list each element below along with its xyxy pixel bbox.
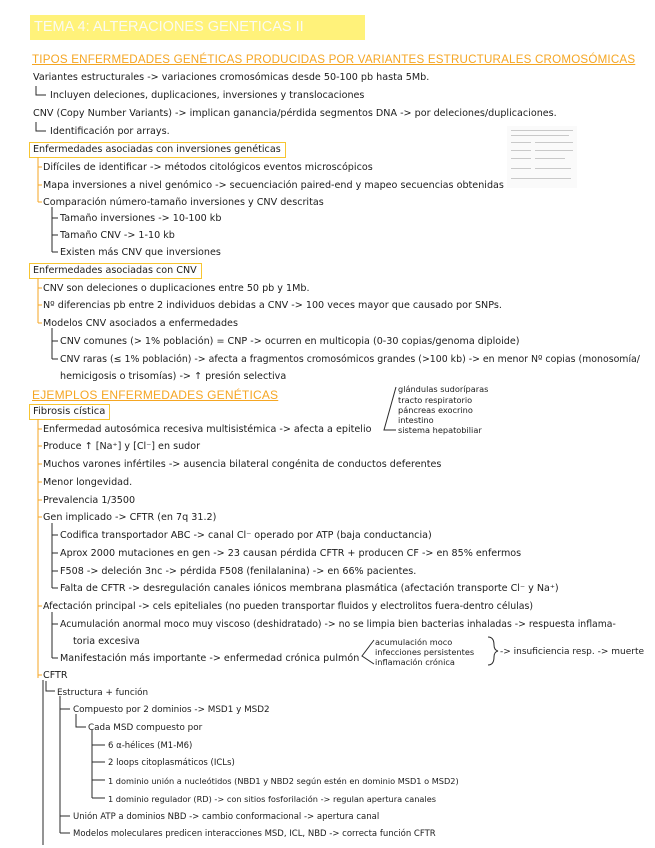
organ-list-item: glándulas sudoríparas (398, 384, 489, 394)
text-line: Enfermedad autosómica recesiva multisistémica -> afecta a epitelio (43, 424, 372, 435)
text-line: 1 dominio unión a nucleótidos (NBD1 y NBD2 según estén en dominio MSD1 o MSD2) (108, 776, 459, 786)
text-line: Aprox 2000 mutaciones en gen -> 23 causan pérdida CFTR + producen CF -> en 85% enfermos (60, 548, 522, 559)
lung-consequence: inflamación crónica (375, 657, 455, 667)
text-line: 2 loops citoplasmáticos (ICLs) (108, 758, 235, 768)
box-cnv: Enfermedades asociadas con CNV (29, 263, 202, 279)
text-line: F508 -> deleción 3nc -> pérdida F508 (fenilalanina) -> en 66% pacientes. (60, 566, 417, 577)
text-line: Incluyen deleciones, duplicaciones, inversiones y translocaciones (50, 90, 365, 101)
text-line: Falta de CFTR -> desregulación canales iónicos membrana plasmática (afectación transporte Cl⁻ y Na⁺) (60, 583, 559, 594)
text-line: Existen más CNV que inversiones (60, 247, 221, 258)
text-line: Tamaño inversiones -> 10-100 kb (60, 213, 222, 224)
text-line: Tamaño CNV -> 1-10 kb (60, 230, 175, 241)
text-line: Nº diferencias pb entre 2 individuos debidas a CNV -> 100 veces mayor que causado por SNPs. (43, 300, 502, 311)
page-title: TEMA 4: ALTERACIONES GENETICAS II (30, 15, 365, 40)
text-line: Manifestación más importante -> enfermedad crónica pulmón (60, 653, 360, 664)
text-line: Cada MSD compuesto por (88, 723, 203, 733)
text-line: Acumulación anormal moco muy viscoso (deshidratado) -> no se limpia bien bacterias inhaladas -> respuesta inflama- (60, 619, 616, 630)
text-line: Mapa inversiones a nivel genómico -> secuenciación paired-end y mapeo secuencias obtenidas (43, 180, 504, 191)
text-line: Variantes estructurales -> variaciones cromosómicas desde 50-100 pb hasta 5Mb. (33, 72, 430, 83)
text-line: Prevalencia 1/3500 (43, 495, 136, 506)
text-line: Comparación número-tamaño inversiones y CNV descritas (43, 197, 324, 208)
text-line: CNV raras (≤ 1% población) -> afecta a fragmentos cromosómicos grandes (>100 kb) -> en menor Nº copias (monosomía/ (60, 354, 640, 365)
text-line: toria excesiva (73, 636, 140, 647)
text-line: 6 α-hélices (M1-M6) (108, 741, 193, 751)
text-line: Afectación principal -> cels epiteliales (no pueden transportar fluidos y electrolitos fuera-dentro células) (43, 601, 534, 612)
text-line: Difíciles de identificar -> métodos citológicos eventos microscópicos (43, 162, 373, 173)
text-line: hemicigosis o trisomías) -> ↑ presión selectiva (60, 371, 287, 382)
text-line: CNV son deleciones o duplicaciones entre 50 pb y 1Mb. (43, 283, 310, 294)
section-heading-structural-variants: TIPOS ENFERMEDADES GENÉTICAS PRODUCIDAS POR VARIANTES ESTRUCTURALES CROMOSÓMICAS (32, 53, 636, 66)
organ-list-item: intestino (398, 415, 434, 425)
text-line: Gen implicado -> CFTR (en 7q 31.2) (43, 512, 217, 523)
text-line: Modelos CNV asociados a enfermedades (43, 318, 238, 329)
text-line: Menor longevidad. (43, 477, 133, 488)
organ-list-item: sistema hepatobiliar (398, 425, 482, 435)
text-line: Compuesto por 2 dominios -> MSD1 y MSD2 (73, 705, 270, 715)
organ-list-item: páncreas exocrino (398, 405, 473, 415)
text-line: Modelos moleculares predicen interacciones MSD, ICL, NBD -> correcta función CFTR (73, 829, 436, 839)
box-inversions: Enfermedades asociadas con inversiones genéticas (29, 142, 286, 158)
text-line: Estructura + función (57, 688, 149, 698)
text-line: Codifica transportador ABC -> canal Cl⁻ operado por ATP (baja conductancia) (60, 530, 432, 541)
text-line: Identificación por arrays. (50, 126, 170, 137)
box-cystic-fibrosis: Fibrosis cística (29, 404, 110, 420)
text-line: CNV (Copy Number Variants) -> implican ganancia/pérdida segmentos DNA -> por deleciones/duplicaciones. (33, 108, 557, 119)
section-heading-examples: EJEMPLOS ENFERMEDADES GENÉTICAS (32, 388, 279, 402)
lung-result: -> insuficiencia resp. -> muerte (500, 647, 645, 657)
text-line: Produce ↑ [Na⁺] y [Cl⁻] en sudor (43, 441, 201, 452)
text-line: CNV comunes (> 1% población) = CNP -> ocurren en multicopia (0-30 copias/genoma diploide) (60, 336, 520, 347)
text-line: Muchos varones infértiles -> ausencia bilateral congénita de conductos deferentes (43, 459, 442, 470)
lung-consequence: infecciones persistentes (375, 647, 475, 657)
text-line: Unión ATP a dominios NBD -> cambio conformacional -> apertura canal (73, 812, 380, 822)
cftr-label: CFTR (43, 670, 68, 681)
organ-list-item: tracto respiratorio (398, 395, 473, 405)
text-line: 1 dominio regulador (RD) -> con sitios fosforilación -> regulan apertura canales (108, 794, 437, 804)
lung-consequence: acumulación moco (375, 637, 453, 647)
